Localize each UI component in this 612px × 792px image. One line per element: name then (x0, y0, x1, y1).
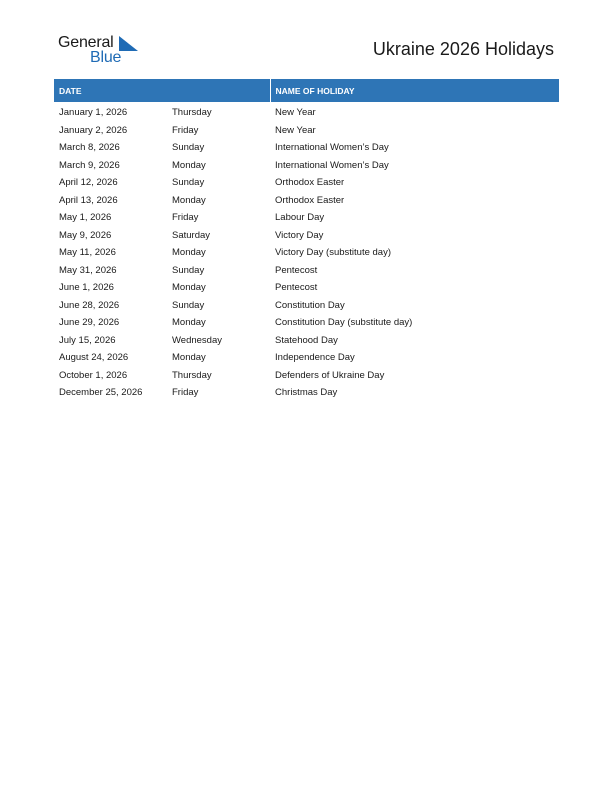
table-row (54, 262, 559, 280)
holiday-date-cell: December 25, 2026 (59, 387, 143, 399)
holiday-name-cell: Constitution Day (275, 299, 345, 311)
holiday-date-cell: June 1, 2026 (59, 282, 114, 294)
logo-text-blue: Blue (90, 49, 122, 66)
holiday-weekday-cell: Friday (172, 124, 199, 136)
holiday-date-cell: April 13, 2026 (59, 194, 118, 206)
table-row (54, 279, 559, 297)
table-row (54, 349, 559, 367)
table-row (54, 297, 559, 315)
table-row (54, 332, 559, 350)
triangle-flag-icon (119, 36, 139, 52)
table-header-row (54, 79, 559, 102)
holiday-name-cell: Defenders of Ukraine Day (275, 369, 385, 381)
holiday-date-cell: July 15, 2026 (59, 334, 116, 346)
table-row (54, 209, 559, 227)
column-header-date: DATE (54, 79, 270, 102)
table-row (54, 139, 559, 157)
column-header-holiday: NAME OF HOLIDAY (270, 79, 559, 102)
holiday-date-cell: January 2, 2026 (59, 124, 128, 136)
holiday-weekday-cell: Sunday (172, 177, 205, 189)
generalblue-logo (58, 34, 148, 68)
holiday-weekday-cell: Saturday (172, 229, 211, 241)
table-row (54, 192, 559, 210)
holiday-date-cell: May 9, 2026 (59, 229, 112, 241)
table-row (54, 122, 559, 140)
holiday-weekday-cell: Thursday (172, 369, 212, 381)
holiday-date-cell: January 1, 2026 (59, 107, 128, 119)
holiday-date-cell: June 28, 2026 (59, 299, 120, 311)
holiday-name-cell: Constitution Day (substitute day) (275, 317, 413, 329)
holiday-weekday-cell: Wednesday (172, 334, 222, 346)
holiday-weekday-cell: Friday (172, 387, 199, 399)
holiday-name-cell: Labour Day (275, 212, 325, 224)
holiday-date-cell: October 1, 2026 (59, 369, 128, 381)
table-row (54, 102, 559, 122)
holiday-name-cell: International Women’s Day (275, 159, 389, 171)
holiday-name-cell: Statehood Day (275, 334, 338, 346)
holiday-date-cell: May 1, 2026 (59, 212, 112, 224)
holiday-name-cell: Pentecost (275, 264, 318, 276)
holiday-date-cell: May 11, 2026 (59, 247, 116, 259)
table-row (54, 157, 559, 175)
holiday-table (54, 79, 559, 402)
logo-text-general: General (58, 34, 114, 51)
holiday-name-cell: International Women’s Day (275, 142, 389, 154)
holiday-weekday-cell: Monday (172, 282, 206, 294)
holiday-name-cell: New Year (275, 124, 316, 136)
holiday-name-cell: Victory Day (substitute day) (275, 247, 391, 259)
holiday-weekday-cell: Monday (172, 194, 206, 206)
holiday-date-cell: August 24, 2026 (59, 352, 129, 364)
holiday-name-cell: New Year (275, 107, 316, 119)
table-row (54, 314, 559, 332)
holiday-name-cell: Orthodox Easter (275, 177, 345, 189)
table-row (54, 174, 559, 192)
page-title: Ukraine 2026 Holidays (372, 39, 554, 59)
holiday-date-cell: March 9, 2026 (59, 159, 120, 171)
holiday-weekday-cell: Thursday (172, 107, 212, 119)
holiday-weekday-cell: Sunday (172, 299, 205, 311)
holiday-date-cell: June 29, 2026 (59, 317, 120, 329)
holiday-weekday-cell: Monday (172, 352, 206, 364)
holiday-name-cell: Pentecost (275, 282, 318, 294)
holiday-name-cell: Christmas Day (275, 387, 338, 399)
holiday-weekday-cell: Monday (172, 247, 206, 259)
holiday-rows (54, 102, 559, 402)
holiday-name-cell: Orthodox Easter (275, 194, 345, 206)
holiday-weekday-cell: Monday (172, 317, 206, 329)
holiday-date-cell: March 8, 2026 (59, 142, 120, 154)
holiday-name-cell: Independence Day (275, 352, 355, 364)
holiday-weekday-cell: Friday (172, 212, 199, 224)
holiday-weekday-cell: Sunday (172, 264, 205, 276)
table-row (54, 244, 559, 262)
holiday-name-cell: Victory Day (275, 229, 324, 241)
table-row (54, 384, 559, 402)
holiday-weekday-cell: Monday (172, 159, 206, 171)
holiday-weekday-cell: Sunday (172, 142, 205, 154)
table-row (54, 227, 559, 245)
table-row (54, 367, 559, 385)
holiday-date-cell: April 12, 2026 (59, 177, 118, 189)
holiday-date-cell: May 31, 2026 (59, 264, 117, 276)
